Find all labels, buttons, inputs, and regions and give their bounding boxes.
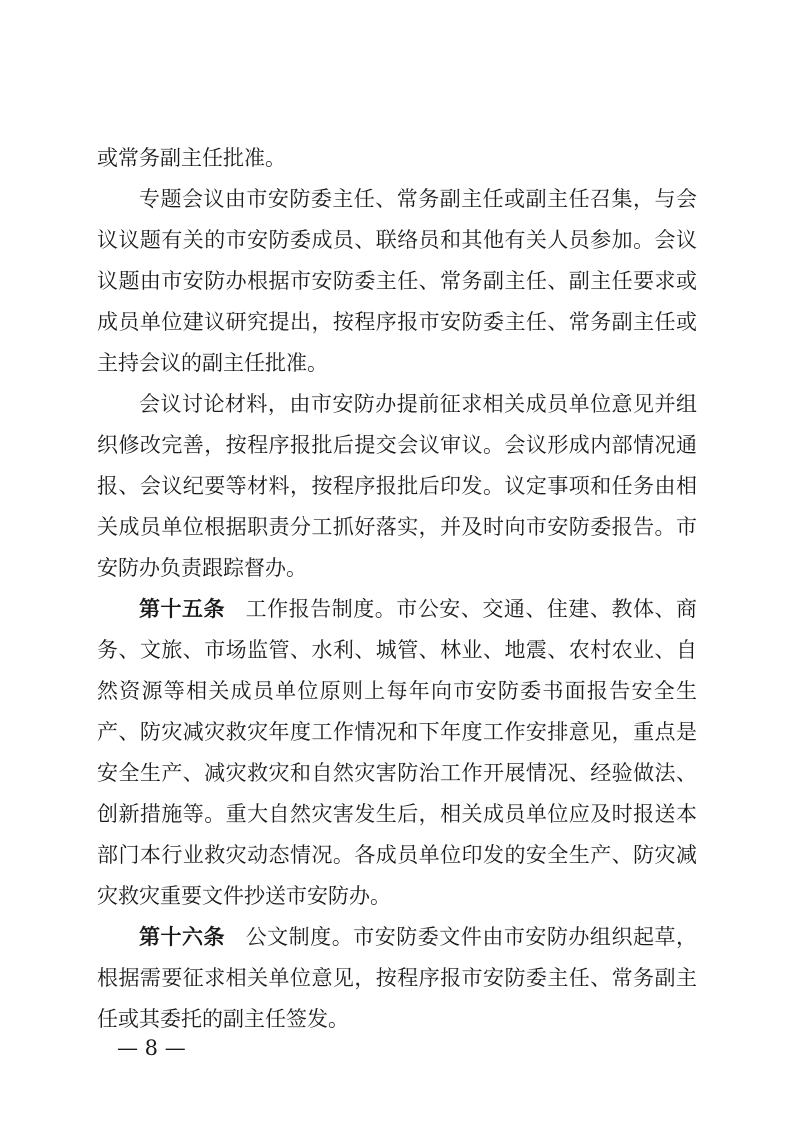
paragraph-line: 会议讨论材料，由市安防办提前征求相关成员单位意见并组 <box>139 392 697 416</box>
article-16-text: 公文制度。市安防委文件由市安防办组织起草， <box>245 925 698 949</box>
paragraph-line: 务、文旅、市场监管、水利、城管、林业、地震、农村农业、自 <box>97 638 697 662</box>
paragraph-line: 部门本行业救灾动态情况。各成员单位印发的安全生产、防灾减 <box>97 843 697 867</box>
paragraph-line: 议议题有关的市安防委成员、联络员和其他有关人员参加。会议 <box>97 228 697 252</box>
page-number: — 8 — <box>117 1036 186 1060</box>
article-16-first-line <box>139 919 697 955</box>
paragraph-line: 成员单位建议研究提出，按程序报市安防委主任、常务副主任或 <box>97 310 697 334</box>
paragraph-line: 产、防灾减灾救灾年度工作情况和下年度工作安排意见，重点是 <box>97 720 697 744</box>
article-16-heading: 第十六条 <box>139 924 226 949</box>
paragraph-line: 然资源等相关成员单位原则上每年向市安防委书面报告安全生 <box>97 679 697 703</box>
paragraph-line: 关成员单位根据职责分工抓好落实，并及时向市安防委报告。市 <box>97 515 697 539</box>
article-15-text: 工作报告制度。市公安、交通、住建、教体、商 <box>245 597 698 621</box>
paragraph-line: 灾救灾重要文件抄送市安防办。 <box>97 884 391 908</box>
paragraph-line: 安防办负责跟踪督办。 <box>97 556 307 580</box>
paragraph-line: 议题由市安防办根据市安防委主任、常务副主任、副主任要求或 <box>97 269 697 293</box>
paragraph-line: 根据需要征求相关单位意见，按程序报市安防委主任、常务副主 <box>97 966 697 990</box>
paragraph-line: 创新措施等。重大自然灾害发生后，相关成员单位应及时报送本 <box>97 802 697 826</box>
paragraph-line: 报、会议纪要等材料，按程序报批后印发。议定事项和任务由相 <box>97 474 697 498</box>
paragraph-line: 任或其委托的副主任签发。 <box>97 1007 349 1031</box>
paragraph-line: 或常务副主任批准。 <box>97 146 286 170</box>
paragraph-line: 专题会议由市安防委主任、常务副主任或副主任召集，与会 <box>139 187 697 211</box>
article-15-first-line <box>139 591 697 627</box>
paragraph-line: 安全生产、减灾救灾和自然灾害防治工作开展情况、经验做法、 <box>97 761 697 785</box>
paragraph-line: 织修改完善，按程序报批后提交会议审议。会议形成内部情况通 <box>97 433 697 457</box>
paragraph-line: 主持会议的副主任批准。 <box>97 351 328 375</box>
article-15-heading: 第十五条 <box>139 596 226 621</box>
